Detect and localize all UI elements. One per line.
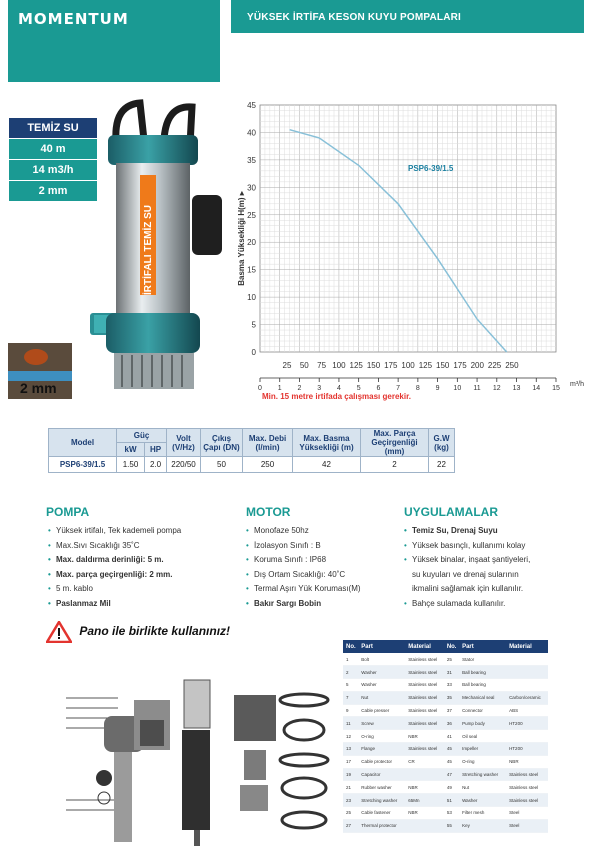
x-tick-label-m3h: 6: [376, 385, 381, 392]
parts-cell: Stainless steel: [405, 743, 444, 756]
list-item: • Paslanmaz Mil: [48, 597, 181, 612]
y-tick-label: 0: [251, 348, 256, 357]
parts-th-material-2: Material: [506, 640, 548, 653]
parts-cell: 21: [343, 781, 358, 794]
y-tick-label: 40: [247, 128, 256, 138]
y-tick-label: 25: [247, 210, 256, 220]
parts-cell: 9: [343, 704, 358, 717]
parts-cell: 53: [444, 807, 459, 820]
spec-head-value: 40 m: [9, 139, 97, 159]
pump-label: İRTİFALI TEMİZ SU: [143, 205, 154, 295]
parts-cell: 35: [444, 691, 459, 704]
parts-cell: 23: [343, 794, 358, 807]
parts-cell: 55: [444, 819, 459, 832]
parts-table: [343, 640, 548, 833]
parts-th-part-2: Part: [459, 640, 506, 653]
cell-particle: 2: [361, 457, 429, 473]
parts-cell: 47: [444, 768, 459, 781]
spec-flow-value: 14 m3/h: [9, 160, 97, 180]
table-row: [343, 666, 548, 679]
th-volt: Volt (V/Hz): [167, 429, 201, 457]
list-item: • İzolasyon Sınıfı : B: [246, 539, 361, 554]
x-unit-label: m³/h: [570, 381, 584, 388]
x-tick-label-lmin: 150: [366, 361, 381, 370]
x-tick-label-m3h: 8: [415, 385, 420, 392]
x-tick-label-lmin: 75: [317, 361, 327, 370]
list-item: • Koruma Sınıfı : IP68: [246, 553, 361, 568]
table-row: [343, 691, 548, 704]
parts-cell: 19: [343, 768, 358, 781]
y-tick-label: 35: [247, 155, 256, 165]
th-hp: HP: [145, 443, 167, 457]
performance-chart: [236, 100, 586, 400]
parts-cell: 17: [343, 755, 358, 768]
parts-th-no-2: No.: [444, 640, 459, 653]
parts-cell: Thermal protector: [358, 819, 405, 832]
table-row: [343, 717, 548, 730]
table-row: [343, 781, 548, 794]
x-tick-label-m3h: 0: [258, 385, 262, 392]
parts-cell: [506, 653, 548, 666]
parts-cell: 65Mn: [405, 794, 444, 807]
list-item: • Monofaze 50hz: [246, 524, 361, 539]
x-tick-label-m3h: 13: [512, 385, 521, 392]
parts-cell: Nut: [358, 691, 405, 704]
parts-cell: 13: [343, 743, 358, 756]
parts-cell: Key: [459, 819, 506, 832]
list-item: ikmalini sağlamak için kullanılır.: [412, 584, 524, 593]
x-tick-label-lmin: 175: [453, 361, 467, 370]
y-tick-label: 30: [247, 183, 256, 193]
th-head: Max. Basma Yüksekliği (m): [293, 429, 361, 457]
parts-cell: Nut: [459, 781, 506, 794]
parts-cell: Cable presser: [358, 704, 405, 717]
parts-cell: [405, 768, 444, 781]
cell-hp: 2.0: [145, 457, 167, 473]
y-tick-label: 10: [247, 293, 256, 303]
x-tick-label-lmin: 250: [505, 361, 519, 370]
parts-cell: CR: [405, 755, 444, 768]
spec-particle-value: 2 mm: [9, 181, 97, 201]
cell-volt: 220/50: [167, 457, 201, 473]
x-tick-label-m3h: 14: [532, 385, 541, 392]
parts-cell: Stainless steel: [506, 794, 548, 807]
parts-cell: 27: [343, 819, 358, 832]
x-tick-label-lmin: 125: [418, 361, 433, 370]
parts-cell: Stainless steel: [405, 653, 444, 666]
parts-cell: NBR: [506, 755, 548, 768]
parts-cell: Washer: [358, 679, 405, 692]
parts-cell: 45: [444, 743, 459, 756]
list-item: • Max. daldırma derinliği: 5 m.: [48, 553, 181, 568]
list-item: • Temiz Su, Drenaj Suyu: [404, 524, 530, 539]
parts-cell: 25: [343, 807, 358, 820]
table-row: [343, 704, 548, 717]
parts-th-material: Material: [405, 640, 444, 653]
list-item: • Bahçe sulamada kullanılır.: [404, 597, 530, 612]
x-tick-label-lmin: 225: [487, 361, 502, 370]
x-tick-label-m3h: 7: [396, 385, 401, 392]
list-item: • Bakır Sargı Bobin: [246, 597, 361, 612]
parts-cell: 7: [343, 691, 358, 704]
parts-cell: Screw: [358, 717, 405, 730]
x-tick-label-m3h: 1: [277, 385, 282, 392]
parts-cell: Filter mesh: [459, 807, 506, 820]
parts-cell: Stainless steel: [405, 679, 444, 692]
x-tick-label-m3h: 9: [435, 385, 440, 392]
table-row: [343, 679, 548, 692]
parts-cell: Stretching washer: [459, 768, 506, 781]
parts-cell: [506, 730, 548, 743]
series-label: PSP6-39/1.5: [408, 163, 454, 173]
particle-size-label: 2 mm: [20, 380, 57, 396]
list-item: su kuyuları ve drenaj sularının: [412, 569, 519, 579]
parts-cell: Stainless steel: [405, 691, 444, 704]
parts-cell: Cable fastener: [358, 807, 405, 820]
th-model: Model: [49, 429, 117, 457]
brand-logo: MOMENTUM: [18, 10, 129, 28]
parts-cell: 12: [343, 730, 358, 743]
x-tick-label-m3h: 4: [336, 385, 341, 392]
pompa-list: [48, 524, 181, 611]
list-item: • Dış Ortam Sıcaklığı: 40˚C: [246, 568, 361, 583]
parts-cell: Rubber washer: [358, 781, 405, 794]
x-tick-label-lmin: 100: [332, 361, 346, 370]
table-row: [343, 794, 548, 807]
x-tick-label-lmin: 175: [384, 361, 398, 370]
parts-cell: ABS: [506, 704, 548, 717]
parts-cell: 1: [343, 653, 358, 666]
parts-cell: NBR: [405, 807, 444, 820]
parts-cell: [405, 819, 444, 832]
uygulama-title: UYGULAMALAR: [404, 505, 498, 519]
altitude-note: Min. 15 metre irtifada çalışması gerekir.: [262, 392, 411, 401]
table-row: [343, 730, 548, 743]
parts-cell: Pump body: [459, 717, 506, 730]
parts-cell: Cable protector: [358, 755, 405, 768]
warning-icon: [46, 621, 72, 643]
y-tick-label: 20: [247, 238, 256, 248]
list-item: • Yüksek binalar, inşaat şantiyeleri,: [404, 553, 530, 568]
parts-cell: 36: [444, 717, 459, 730]
x-tick-label-m3h: 10: [453, 385, 462, 392]
spec-heading: TEMİZ SU: [9, 118, 97, 138]
parts-cell: 45: [444, 755, 459, 768]
page-title: YÜKSEK İRTİFA KESON KUYU POMPALARI: [231, 0, 584, 33]
x-tick-label-m3h: 3: [317, 385, 322, 392]
parts-cell: Stainless steel: [405, 717, 444, 730]
table-row: [49, 457, 455, 473]
parts-cell: 41: [444, 730, 459, 743]
parts-cell: Stainless steel: [405, 704, 444, 717]
parts-cell: O-ring: [459, 755, 506, 768]
cell-kw: 1.50: [117, 457, 145, 473]
x-tick-label-lmin: 200: [470, 361, 484, 370]
table-row: [343, 653, 548, 666]
th-outlet: Çıkış Çapı (DN): [201, 429, 243, 457]
x-tick-label-m3h: 11: [473, 385, 481, 392]
x-tick-label-lmin: 125: [349, 361, 363, 370]
parts-cell: HT200: [506, 743, 548, 756]
x-tick-label-m3h: 2: [297, 385, 302, 392]
parts-cell: Ball bearing: [459, 679, 506, 692]
x-tick-label-lmin: 150: [436, 361, 450, 370]
parts-cell: Stainless steel: [506, 781, 548, 794]
cell-gw: 22: [429, 457, 455, 473]
parts-cell: 31: [444, 666, 459, 679]
cell-outlet: 50: [201, 457, 243, 473]
parts-cell: Stainless steel: [506, 768, 548, 781]
parts-cell: [506, 666, 548, 679]
parts-th-no: No.: [343, 640, 358, 653]
parts-cell: [506, 679, 548, 692]
parts-cell: Steel: [506, 807, 548, 820]
list-item: • Max. parça geçirgenliği: 2 mm.: [48, 568, 181, 583]
exploded-parts-diagram: [44, 660, 340, 850]
parts-cell: 51: [444, 794, 459, 807]
pompa-title: POMPA: [46, 505, 90, 519]
motor-list: [246, 524, 361, 611]
parts-cell: Connector: [459, 704, 506, 717]
parts-cell: Capacitor: [358, 768, 405, 781]
parts-cell: 25: [444, 653, 459, 666]
list-item: • 5 m. kablo: [48, 582, 181, 597]
warning-line: [46, 621, 230, 643]
list-item: • Termal Aşırı Yük Koruması(M): [246, 582, 361, 597]
parts-cell: Oil seal: [459, 730, 506, 743]
parts-cell: NBR: [405, 730, 444, 743]
cell-flow: 250: [243, 457, 293, 473]
parts-cell: Carbon/ceramic: [506, 691, 548, 704]
parts-cell: O-ring: [358, 730, 405, 743]
brand-banner: [8, 0, 220, 82]
uygulama-list: [404, 524, 530, 611]
th-particle: Max. Parça Geçirgenliği (mm): [361, 429, 429, 457]
th-kw: kW: [117, 443, 145, 457]
y-tick-label: 15: [247, 265, 256, 275]
motor-title: MOTOR: [246, 505, 291, 519]
parts-cell: Stretching washer: [358, 794, 405, 807]
warning-text: Pano ile birlikte kullanınız!: [79, 624, 231, 639]
x-tick-label-m3h: 12: [492, 385, 501, 392]
x-tick-label-lmin: 100: [401, 361, 415, 370]
parts-cell: Flange: [358, 743, 405, 756]
pump-image: [80, 85, 228, 403]
parts-cell: Ball bearing: [459, 666, 506, 679]
x-tick-label-m3h: 5: [356, 385, 361, 392]
parts-cell: NBR: [405, 781, 444, 794]
y-tick-label: 45: [247, 101, 256, 110]
parts-cell: 5: [343, 679, 358, 692]
list-item: • Max.Sıvı Sıcaklığı 35˚C: [48, 539, 181, 554]
y-axis-label: Basma Yüksekliği H(m) ▸: [237, 191, 246, 286]
parts-cell: 49: [444, 781, 459, 794]
table-row: [343, 768, 548, 781]
parts-cell: Mechanical seal: [459, 691, 506, 704]
cell-head: 42: [293, 457, 361, 473]
cell-model: PSP6-39/1.5: [49, 457, 117, 473]
list-item: • Yüksek basınçlı, kullanımı kolay: [404, 539, 530, 554]
parts-cell: 2: [343, 666, 358, 679]
table-row: [343, 743, 548, 756]
x-tick-label-lmin: 50: [299, 361, 309, 370]
parts-th-part: Part: [358, 640, 405, 653]
th-gw: G.W (kg): [429, 429, 455, 457]
parts-cell: Washer: [358, 666, 405, 679]
table-row: [343, 755, 548, 768]
table-row: [343, 807, 548, 820]
parts-cell: Steel: [506, 819, 548, 832]
spec-table: [48, 428, 455, 473]
parts-cell: 11: [343, 717, 358, 730]
y-tick-label: 5: [251, 320, 256, 330]
parts-cell: 37: [444, 704, 459, 717]
parts-cell: Washer: [459, 794, 506, 807]
table-row: [343, 819, 548, 832]
parts-cell: HT200: [506, 717, 548, 730]
th-flow: Max. Debi (l/min): [243, 429, 293, 457]
x-tick-label-m3h: 15: [552, 385, 560, 392]
parts-cell: Bolt: [358, 653, 405, 666]
parts-cell: Stainless steel: [405, 666, 444, 679]
th-power: Güç: [117, 429, 167, 443]
list-item: • Yüksek irtifalı, Tek kademeli pompa: [48, 524, 181, 539]
x-tick-label-lmin: 25: [282, 361, 292, 370]
parts-cell: Stator: [459, 653, 506, 666]
parts-cell: Impeller: [459, 743, 506, 756]
parts-cell: 33: [444, 679, 459, 692]
